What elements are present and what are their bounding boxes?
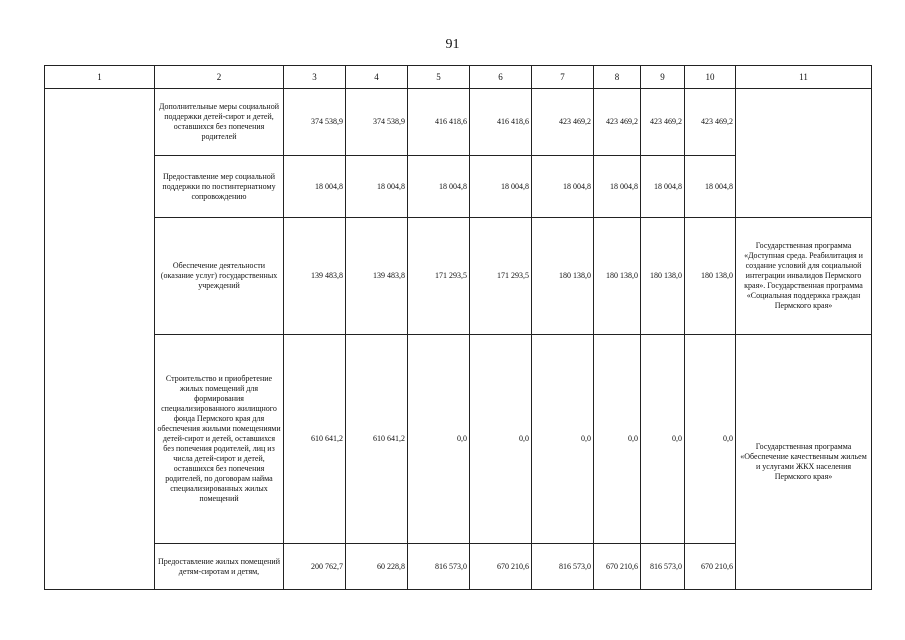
col-header: 4: [346, 66, 408, 89]
value-cell: 423 469,2: [685, 89, 736, 156]
program-note-empty: [736, 89, 872, 218]
value-cell: 423 469,2: [594, 89, 641, 156]
col-header: 5: [408, 66, 470, 89]
value-cell: 18 004,8: [685, 156, 736, 218]
value-cell: 18 004,8: [470, 156, 532, 218]
table-row: [45, 89, 872, 156]
row-name: Предоставление мер социальной поддержки по постинтернатному сопровождению: [155, 156, 284, 218]
row-name: Дополнительные меры социальной поддержки детей-сирот и детей, оставшихся без попечения родителей: [155, 89, 284, 156]
value-cell: 171 293,5: [470, 218, 532, 335]
value-cell: 610 641,2: [284, 335, 346, 544]
table-row: [45, 335, 872, 544]
page-number: 91: [445, 37, 460, 52]
value-cell: 610 641,2: [346, 335, 408, 544]
col-header: 1: [45, 66, 155, 89]
value-cell: 670 210,6: [470, 544, 532, 590]
program-note: Государственная программа «Обеспечение качественным жильем и услугами ЖКХ населения Пермского края»: [736, 335, 872, 590]
value-cell: 0,0: [594, 335, 641, 544]
value-cell: 180 138,0: [532, 218, 594, 335]
value-cell: 423 469,2: [641, 89, 685, 156]
value-cell: 18 004,8: [594, 156, 641, 218]
value-cell: 18 004,8: [641, 156, 685, 218]
table-row: [45, 218, 872, 335]
value-cell: 200 762,7: [284, 544, 346, 590]
col-header: 7: [532, 66, 594, 89]
col-header: 3: [284, 66, 346, 89]
col-header: 8: [594, 66, 641, 89]
value-cell: 0,0: [532, 335, 594, 544]
budget-table: [44, 65, 872, 590]
value-cell: 416 418,6: [470, 89, 532, 156]
col1-cell: [45, 89, 155, 590]
row-name: Строительство и приобретение жилых помещений для формирования специализированного жилищного фонда Пермского края для обеспечения жилыми помещениями детей-сирот и детей, оставшихся без попечения родителей, лиц из числа детей-сирот и детей, оставшихся без попечения родителей, по договорам найма специализированных жилых помещений: [155, 335, 284, 544]
value-cell: 0,0: [685, 335, 736, 544]
value-cell: 374 538,9: [284, 89, 346, 156]
col-header: 9: [641, 66, 685, 89]
col-header: 10: [685, 66, 736, 89]
value-cell: 18 004,8: [408, 156, 470, 218]
row-name: Обеспечение деятельности (оказание услуг) государственных учреждений: [155, 218, 284, 335]
value-cell: 171 293,5: [408, 218, 470, 335]
row-name: Предоставление жилых помещений детям-сиротам и детям,: [155, 544, 284, 590]
value-cell: 180 138,0: [594, 218, 641, 335]
value-cell: 423 469,2: [532, 89, 594, 156]
value-cell: 18 004,8: [532, 156, 594, 218]
col-header: 11: [736, 66, 872, 89]
col-header: 2: [155, 66, 284, 89]
value-cell: 139 483,8: [346, 218, 408, 335]
program-note: Государственная программа «Доступная среда. Реабилитация и создание условий для социальной интеграции инвалидов Пермского края». Государственная программа «Социальная поддержка граждан Пермского края»: [736, 218, 872, 335]
value-cell: 816 573,0: [641, 544, 685, 590]
value-cell: 670 210,6: [685, 544, 736, 590]
value-cell: 374 538,9: [346, 89, 408, 156]
value-cell: 18 004,8: [346, 156, 408, 218]
value-cell: 670 210,6: [594, 544, 641, 590]
value-cell: 416 418,6: [408, 89, 470, 156]
value-cell: 60 228,8: [346, 544, 408, 590]
value-cell: 816 573,0: [408, 544, 470, 590]
value-cell: 180 138,0: [641, 218, 685, 335]
value-cell: 0,0: [470, 335, 532, 544]
value-cell: 180 138,0: [685, 218, 736, 335]
value-cell: 139 483,8: [284, 218, 346, 335]
value-cell: 816 573,0: [532, 544, 594, 590]
header-row: [45, 66, 872, 89]
value-cell: 18 004,8: [284, 156, 346, 218]
value-cell: 0,0: [641, 335, 685, 544]
col-header: 6: [470, 66, 532, 89]
value-cell: 0,0: [408, 335, 470, 544]
